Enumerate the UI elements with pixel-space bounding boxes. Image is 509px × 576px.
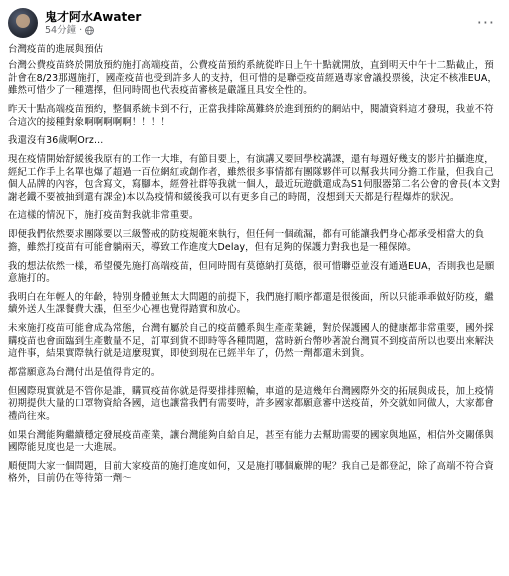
separator-dot: · — [79, 24, 83, 36]
post-paragraph: 昨天十點高端疫苗預約，整個系統卡到不行，正當我排除萬難終於進到預約的網站中，閱讀資料這才發現，我並不符合這次的接種對象啊啊啊啊啊！！！！ — [8, 104, 494, 128]
avatar[interactable] — [8, 8, 38, 38]
post-meta — [45, 10, 141, 37]
post-paragraph: 在這樣的情況下，施打疫苗對我就非常重要。 — [8, 210, 199, 222]
post-paragraph: 但國際現實就是不管你是誰，購買疫苗你就是得要排排照輪，車道的是這幾年台灣國際外交的拓展與成長，加上疫情初期提供大量的口罩物資給各國，這也讓當我們有需要時，許多國家都願意審中送疫苗，外交就如同做人，大家都會禮尚往來。 — [8, 385, 494, 422]
globe-icon — [85, 26, 94, 35]
post-body — [8, 44, 501, 486]
author-name[interactable]: 鬼才阿水Awater — [45, 9, 142, 24]
post-paragraph: 我的想法依然一樣，希望優先施打高端疫苗，但同時間有莫德納打莫德，很可惜聯亞並沒有通過EUA，否則我也是願意施打的。 — [8, 260, 495, 285]
post-paragraph: 現在疫情開始舒緩後我原有的工作一大堆，有節目要上，有演講又要回學校講課，還有每週好幾支的影片拍攝進度，經紀工作手上名單也爆了超過一百位網紅或創作者，雖然很多事情都有團隊夥伴可以幫我共同分擔工作量，但我自己個人品牌的內容，包含寫文，寫腳本，經營社群等我就一個人，最近玩遊戲還成為S1伺服器第二名公會的會長(本文對謝老鐵不要被抽到還有課金)本以為疫情和緩後我可以有更多自己的時間，沒想到天天都是行程爆炸的狀況。 — [8, 154, 501, 203]
post-time[interactable]: 54分鐘 — [45, 24, 77, 36]
post-paragraph: 未來施打疫苗可能會成為常態，台灣有屬於自己的疫苗體系與生產產業鏈，對於保護國人的健康都非常重要，國外採購疫苗也會面臨到生產數量不足，訂單到貨不即時等各種問題，當時新台幣吵著說台灣買不到疫苗所以也要出來解決這件事，結果實際執行就是這麼現實，即使到現在已經半年了，仍然一劑都還未到貨。 — [8, 323, 494, 360]
post-subline — [45, 25, 141, 37]
post-paragraph: 我還沒有36歲啊Orz... — [8, 135, 104, 147]
post-paragraph: 都當願意為台灣付出是值得肯定的。 — [8, 367, 161, 379]
post-paragraph: 即便我們依然要求團隊要以三級警戒的防疫規範來執行，但任何一個疏漏，都有可能讓我們身心都承受相當大的負擔，雖然打疫苗有可能會躺兩天，導致工作進度大Delay，但有足夠的保護力對我也是一種保障。 — [8, 229, 485, 253]
post-paragraph: 台灣公費疫苗終於開放預約施打高端疫苗，公費疫苗預約系統從昨日上午十點就開放，直到明天中午十二點截止，預計會在8/23那週施打，國產疫苗也受到許多人的支持，但可惜的是聯亞疫苗經過專家會議投票後，決定不核准EUA，雖然可惜少了一種選擇，但同時間也代表疫苗審核是嚴謹且具安全性的。 — [8, 60, 497, 97]
post-paragraph: 台灣疫苗的進展與預估 — [8, 44, 104, 55]
post-paragraph: 順便問大家一個問題，目前大家疫苗的施打進度如何，又是施打哪個廠牌的呢？我自己是都登記，除了高端不符合資格外，目前仍在等待第一劑～ — [8, 460, 494, 485]
post-paragraph: 我明白在年輕人的年齡，特別身體並無太大問題的前提下，我們施打順序都還是很後面，所以只能乖乖做好防疫，繼續外送人生課餐費大漲，但至少心裡也覺得踏實和放心。 — [8, 292, 494, 316]
post-header — [8, 6, 501, 40]
post-paragraph: 如果台灣能夠繼續穩定發展疫苗產業，讓台灣能夠自給自足，甚至有能力去幫助需要的國家與地區，相信外交關係與國際能見度也是一大進展。 — [8, 429, 494, 454]
more-options-button[interactable]: ··· — [476, 13, 495, 32]
